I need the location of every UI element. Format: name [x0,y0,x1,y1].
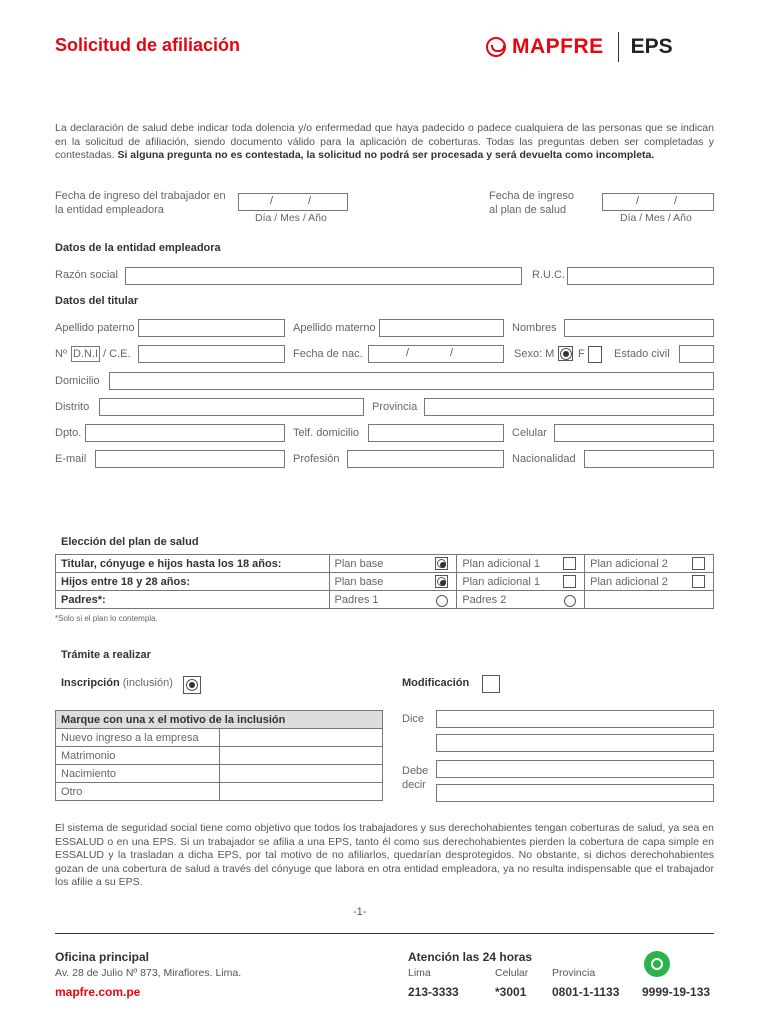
radio-selected-icon [186,679,198,691]
intro-text: La declaración de salud debe indicar toda dolencia y/o enfermedad que haya padecido o padece cualquiera de las personas que se indican en la solicitud de afiliación, siendo documento válido para la aplicación de coberturas. Todas las preguntas deben ser completadas y contestadas. [55,122,714,161]
celular-field[interactable] [554,424,714,442]
checkbox-icon [563,575,576,588]
website-link[interactable]: mapfre.com.pe [55,985,141,999]
plan-option-label: Plan adicional 2 [590,557,668,570]
table-row [56,765,383,783]
radio-box [435,557,448,570]
table-row [56,711,383,729]
profesion-field[interactable] [347,450,504,468]
checkbox-icon [563,557,576,570]
logo-text: MAPFRE [512,35,604,58]
fecha-nac-field[interactable] [368,345,504,363]
nombres-label: Nombres [512,322,557,334]
ingreso-plan-date-field[interactable] [602,193,714,211]
dice-field-2[interactable] [436,734,714,752]
motivo-mark-cell[interactable] [219,729,382,747]
date-slash: / [450,347,454,359]
lima-label: Lima [408,967,431,979]
motivo-label: Matrimonio [56,747,220,765]
estado-civil-label: Estado civil [614,348,670,360]
page-title: Solicitud de afiliación [55,35,241,55]
inscripcion-text: Inscripción [61,677,120,689]
plan-option-label: Plan adicional 1 [462,557,540,570]
date-format-hint: Día / Mes / Año [255,212,327,224]
plan-option-adicional-1[interactable] [457,573,585,591]
date-slash: / [406,347,410,359]
date-format-hint: Día / Mes / Año [620,212,692,224]
plan-option-label: Plan base [334,575,384,588]
email-field[interactable] [95,450,285,468]
telf-label: Telf. domicilio [293,427,360,439]
nacionalidad-field[interactable] [584,450,714,468]
motivo-heading: Marque con una x el motivo de la inclusión [56,711,383,729]
ingreso-trabajador-label: Fecha de ingreso del trabajador en la entidad empleadora [55,190,226,216]
plan-option-adicional-2[interactable] [585,555,714,573]
debe-decir-field-2[interactable] [436,784,714,802]
dice-label: Dice [402,713,425,725]
plan-option-padres-2[interactable] [457,591,585,609]
celular-footer-label: Celular [495,967,529,979]
nombres-field[interactable] [564,319,714,337]
table-row [56,729,383,747]
table-row [56,783,383,801]
apellido-paterno-field[interactable] [138,319,285,337]
modificacion-checkbox[interactable] [482,675,500,693]
plan-row-label: Padres*: [56,591,330,609]
modificacion-label: Modificación [402,677,470,689]
office-heading: Oficina principal [55,950,150,964]
checkbox-icon [692,575,705,588]
domicilio-label: Domicilio [55,375,100,387]
table-row [56,591,714,609]
titular-heading: Datos del titular [55,295,139,307]
document-number-field[interactable] [138,345,285,363]
motivo-label: Otro [56,783,220,801]
ruc-field[interactable] [567,267,714,285]
motivo-label: Nacimiento [56,765,220,783]
razon-social-label: Razón social [55,269,118,281]
radio-box [435,575,448,588]
plan-option-label: Plan adicional 1 [462,575,540,588]
sexo-f-label: F [578,348,585,360]
radio-selected-icon [560,348,572,360]
footer-divider [55,933,714,934]
mapfre-logo [486,33,673,61]
ingreso-plan-label: Fecha de ingreso al plan de salud [489,190,574,216]
debe-decir-line: Debe [402,765,429,777]
debe-decir-label [402,764,428,792]
dpto-label: Dpto. [55,427,82,439]
distrito-field[interactable] [99,398,364,416]
seguridad-social-paragraph: El sistema de seguridad social tiene como objetivo que todos los trabajadores y sus derechohabientes tengan coberturas de salud, ya sea en ESSALUD o en una EPS. Si un trabajador se afilia a una EPS, tanto él como sus derechohabientes pierden la cobertura de capa simple en ESSALUD y la trasladan a dicha EPS, por tal motivo de no afiliarlos, quedarían desprotegidos. No obstante, si dichos derechohabientes gozan de una cobertura de salud a través del cónyuge que labora en otra entidad empleadora, ya no resulta indispensable que el trabajador los afilie a su EPS. [55,822,714,888]
inscripcion-sub: (inclusión) [122,677,173,689]
provincia-field[interactable] [424,398,714,416]
telf-field[interactable] [368,424,504,442]
plan-empty-cell [585,591,714,609]
debe-decir-line: decir [402,779,426,791]
motivo-label: Nuevo ingreso a la empresa [56,729,220,747]
intro-paragraph [55,122,714,163]
table-row [56,573,714,591]
lima-number: 213-3333 [408,985,459,999]
nacionalidad-label: Nacionalidad [512,453,576,465]
provincia-number: 0801-1-1133 [552,985,620,999]
razon-social-field[interactable] [125,267,522,285]
ingreso-trabajador-date-field[interactable] [238,193,348,211]
whatsapp-icon [644,951,670,977]
apellido-paterno-label: Apellido paterno [55,322,135,334]
celular-label: Celular [512,427,547,439]
tramite-heading: Trámite a realizar [61,649,151,661]
ruc-label: R.U.C. [532,269,565,281]
doc-ce-label: / C.E. [103,348,131,360]
table-row [56,555,714,573]
sexo-label: Sexo: M [514,348,555,360]
plan-heading: Elección del plan de salud [61,536,199,548]
logo-suffix: EPS [630,35,673,58]
mapfre-emblem-icon [486,37,506,57]
profesion-label: Profesión [293,453,340,465]
plan-option-padres-1[interactable] [329,591,457,609]
intro-bold: Si alguna pregunta no es contestada, la solicitud no podrá ser procesada y será devuelta como incompleta. [117,149,655,161]
domicilio-field[interactable] [109,372,714,390]
plan-option-adicional-1[interactable] [457,555,585,573]
distrito-label: Distrito [55,401,90,413]
motivo-mark-cell[interactable] [219,783,382,801]
page-number: -1- [353,906,367,918]
motivo-table [55,710,383,801]
sexo-f-option[interactable] [588,346,602,363]
plan-option-label: Padres 2 [462,593,507,606]
estado-civil-field[interactable] [679,345,714,363]
attention-heading: Atención las 24 horas [408,950,533,964]
date-slash: / [308,195,312,207]
plan-option-label: Plan base [334,557,384,570]
plan-option-base[interactable] [329,555,457,573]
office-address: Av. 28 de Julio Nº 873, Miraflores. Lima. [55,967,242,979]
radio-selected-icon [437,559,446,568]
plan-table [55,554,714,609]
date-slash: / [674,195,678,207]
provincia-footer-label: Provincia [552,967,596,979]
inscripcion-label [61,677,173,689]
plan-row-label: Titular, cónyuge e hijos hasta los 18 años: [56,555,330,573]
dice-field-1[interactable] [436,710,714,728]
date-slash: / [636,195,640,207]
email-label: E-mail [55,453,87,465]
apellido-materno-field[interactable] [379,319,504,337]
inscripcion-option[interactable] [183,676,201,694]
plan-option-adicional-2[interactable] [585,573,714,591]
plan-option-label: Padres 1 [334,593,379,606]
dpto-field[interactable] [85,424,285,442]
table-row [56,747,383,765]
provincia-label: Provincia [372,401,418,413]
radio-selected-icon [437,577,446,586]
whatsapp-number: 9999-19-133 [642,985,711,999]
radio-icon [564,595,576,607]
debe-decir-field-1[interactable] [436,760,714,778]
plan-option-base[interactable] [329,573,457,591]
plan-option-label: Plan adicional 2 [590,575,668,588]
date-slash: / [270,195,274,207]
sexo-m-option[interactable] [558,346,573,361]
fecha-nac-label: Fecha de nac. [293,348,363,360]
celular-number: *3001 [495,985,527,999]
plan-footnote: *Solo si el plan lo contempla. [55,614,158,623]
motivo-mark-cell[interactable] [219,765,382,783]
motivo-mark-cell[interactable] [219,747,382,765]
logo-divider [618,32,619,62]
doc-prefix-label: Nº [55,348,67,360]
apellido-materno-label: Apellido materno [293,322,376,334]
entidad-heading: Datos de la entidad empleadora [55,242,221,254]
checkbox-icon [692,557,705,570]
radio-icon [436,595,448,607]
plan-row-label: Hijos entre 18 y 28 años: [56,573,330,591]
doc-dni-option[interactable]: D.N.I [73,348,99,360]
